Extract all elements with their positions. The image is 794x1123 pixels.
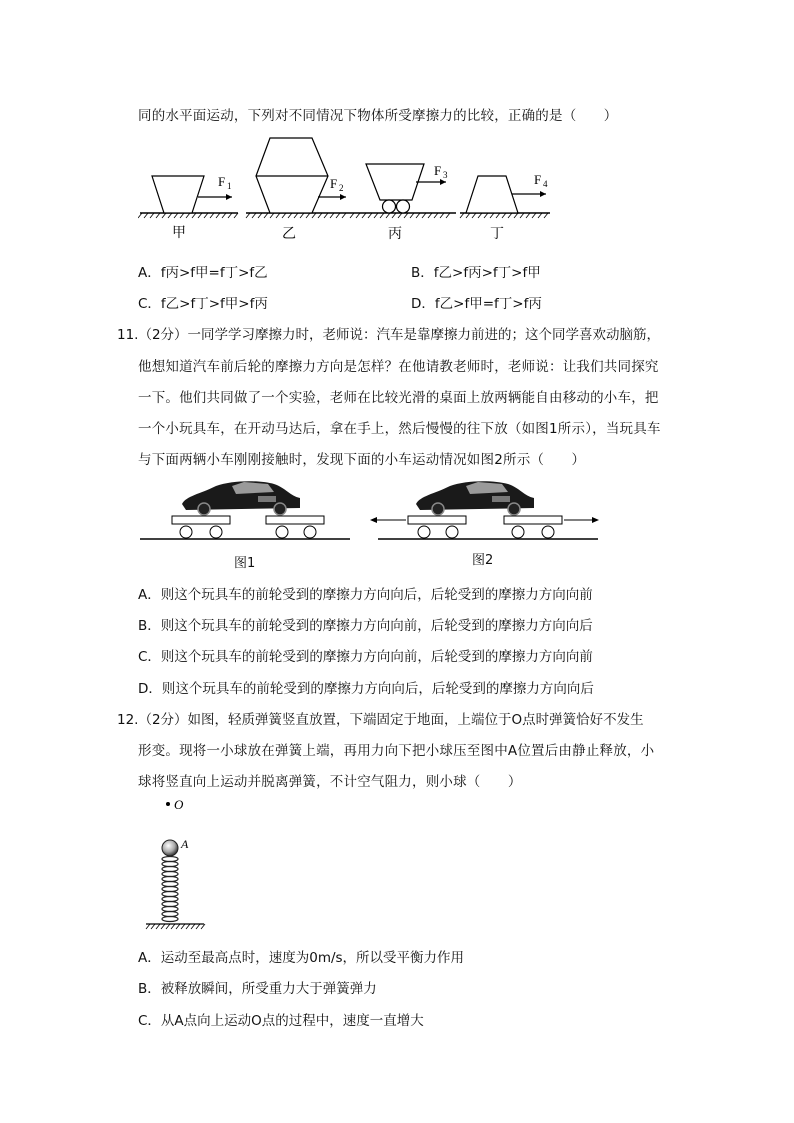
cart-right [266,516,324,538]
q12-stem-line: 12.（2分）如图，轻质弹簧竖直放置，下端固定于地面，上端位于O点时弹簧恰好不发生 [117,712,644,728]
cart-right [504,516,562,538]
label-jia: 甲 [172,225,186,241]
q11-stem-line: 一下。他们共同做了一个实验，老师在比较光滑的桌面上放两辆能自由移动的小车，把 [138,390,659,406]
q11-stem-line: 与下面两辆小车刚刚接触时，发现下面的小车运动情况如图2所示（ ） [138,452,586,468]
q12-option-a[interactable]: A．运动至最高点时，速度为0m/s，所以受平衡力作用 [138,950,465,966]
q11-stem-line: 一个小玩具车，在开动马达后，拿在手上，然后慢慢的往下放（如图1所示），当玩具车 [138,421,661,437]
q11-figure-1 [140,474,352,546]
q12-option-b[interactable]: B．被释放瞬间，所受重力大于弹簧弹力 [138,981,377,997]
spring [162,857,178,922]
q12-spring-figure [140,796,220,934]
ball [162,840,178,856]
arrow-left-icon [370,517,406,523]
q10-option-b[interactable]: B．f乙>f丙>f丁>f甲 [411,265,541,281]
point-a-label: A [181,837,189,851]
force-label-1: F [218,174,226,189]
q10-option-d[interactable]: D．f乙>f甲=f丁>f丙 [411,296,542,312]
q11-figure-2 [368,474,604,546]
cart-left [408,516,466,538]
q10-option-c[interactable]: C．f乙>f丁>f甲>f丙 [138,296,268,312]
q11-option-c[interactable]: C．则这个玩具车的前轮受到的摩擦力方向向前，后轮受到的摩擦力方向向前 [138,649,593,665]
q12-option-c[interactable]: C．从A点向上运动O点的过程中，速度一直增大 [138,1013,424,1029]
force-sub-1: 1 [227,181,232,191]
force-label-4: F [534,172,542,187]
force-sub-3: 3 [443,170,448,180]
q10-option-a[interactable]: A．f丙>f甲=f丁>f乙 [138,265,268,281]
force-sub-4: 4 [543,179,548,189]
q12-stem-line: 球将竖直向上运动并脱离弹簧，不计空气阻力，则小球（ ） [138,774,522,790]
q11-stem-line: 11.（2分）一同学学习摩擦力时，老师说：汽车是靠摩擦力前进的；这个同学喜欢动脑筋， [117,327,661,343]
label-yi: 乙 [282,226,296,242]
force-label-3: F [434,163,442,178]
label-bing: 丙 [388,226,402,242]
cart-left [172,516,230,538]
toy-car [182,481,300,515]
label-ding: 丁 [490,226,504,242]
force-sub-2: 2 [339,183,344,193]
toy-car [416,481,534,515]
point-o-label: O [174,797,184,812]
q10-friction-figure [138,134,558,244]
q10-stem-tail: 同的水平面运动，下列对不同情况下物体所受摩擦力的比较，正确的是（ ） [138,108,618,124]
q11-option-b[interactable]: B．则这个玩具车的前轮受到的摩擦力方向向前，后轮受到的摩擦力方向向后 [138,618,593,634]
q11-option-a[interactable]: A．则这个玩具车的前轮受到的摩擦力方向向后，后轮受到的摩擦力方向向前 [138,587,593,603]
figure-1-caption: 图1 [234,556,256,571]
q11-stem-line: 他想知道汽车前后轮的摩擦力方向是怎样？在他请教老师时，老师说：让我们共同探究 [138,359,659,375]
force-label-2: F [330,176,338,191]
q12-stem-line: 形变。现将一小球放在弹簧上端，再用力向下把小球压至图中A位置后由静止释放，小 [138,743,655,759]
q11-option-d[interactable]: D．则这个玩具车的前轮受到的摩擦力方向向后，后轮受到的摩擦力方向向后 [138,681,594,697]
arrow-right-icon [564,517,599,523]
figure-2-caption: 图2 [472,553,494,568]
